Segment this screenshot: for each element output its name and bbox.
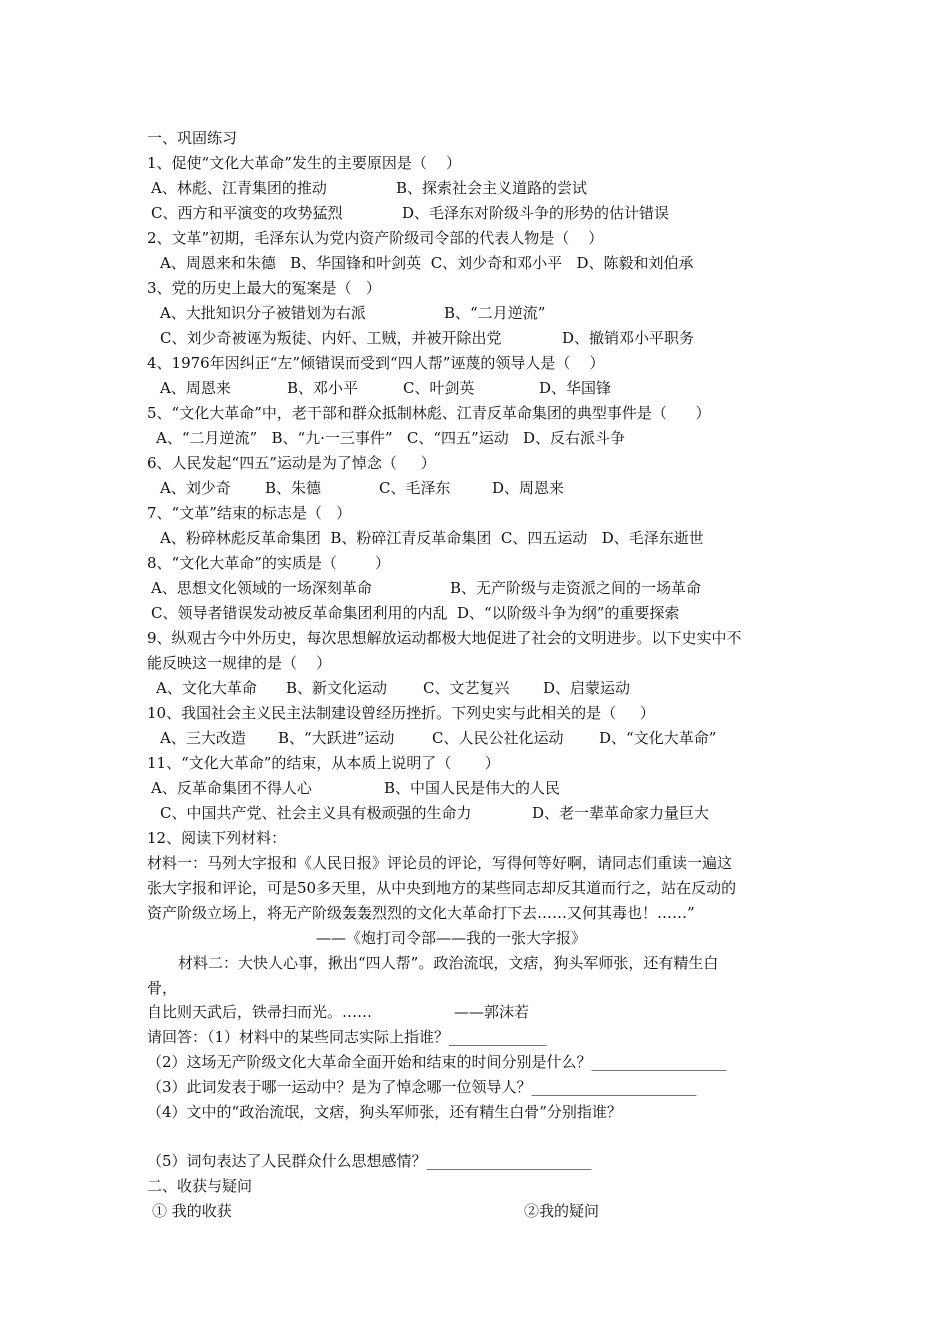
question-9-stem-line-2: 能反映这一规律的是（ ） [147,654,332,672]
question-1-option-b: B、探索社会主义道路的尝试 [396,179,588,197]
question-8-option-b: B、无产阶级与走资派之间的一场革命 [450,579,702,597]
question-4-option-a: A、周恩来 [160,379,231,397]
question-2-stem: 2、文革”初期，毛泽东认为党内资产阶级司令部的代表人物是（ ） [147,229,604,247]
material-1-line-1: 材料一：马列大字报和《人民日报》评论员的评论，写得何等好啊，请同志们重读一遍这 [147,854,733,872]
my-questions-label: ②我的疑问 [524,1202,600,1220]
question-8-stem: 8、“文化大革命”的实质是（ ） [147,554,391,572]
question-6-option-b: B、朱德 [265,479,322,497]
sub-question-3: （3）此词发表于哪一运动中？是为了悼念哪一位领导人？______________________ [147,1078,697,1096]
question-3-stem: 3、党的历史上最大的冤案是（ ） [147,279,381,297]
question-9-option-a: A、文化大革命 [156,679,257,697]
question-10-option-c: C、人民公社化运动 [432,729,564,747]
question-4-option-c: C、叶剑英 [403,379,475,397]
question-4-stem: 4、1976年因纠正“左”倾错误而受到“四人帮”诬蔑的领导人是（ ） [147,354,605,372]
question-10-option-b: B、“大跃进”运动 [278,729,395,747]
question-9-option-c: C、文艺复兴 [423,679,510,697]
material-1-source: ——《炮打司令部——我的一张大字报》 [316,929,587,947]
question-12-stem: 12、阅读下列材料： [147,829,287,847]
question-10-stem: 10、我国社会主义民主法制建设曾经历挫折。下列史实与此相关的是（ ） [147,704,655,722]
question-8-option-a: A、思想文化领域的一场深刻革命 [151,579,372,597]
question-9-option-b: B、新文化运动 [286,679,388,697]
material-1-line-3: 资产阶级立场上，将无产阶级轰轰烈烈的文化大革命打下去……又何其毒也！……” [147,904,695,922]
section-title-practice: 一、巩固练习 [147,129,238,147]
question-9-stem-line-1: 9、纵观古今中外历史，每次思想解放运动都极大地促进了社会的文明进步。以下史实中不 [147,629,742,647]
question-1-option-c: C、西方和平演变的攻势猛烈 [151,204,343,222]
question-6-option-c: C、毛泽东 [379,479,451,497]
sub-question-4: （4）文中的“政治流氓，文痞，狗头军师张，还有精生白骨”分别指谁？ [147,1103,622,1121]
question-11-option-a: A、反革命集团不得人心 [151,779,312,797]
question-10-option-a: A、三大改造 [160,729,246,747]
question-11-option-d: D、老一辈革命家力量巨大 [532,804,710,822]
question-8-options-cd: C、领导者错误发动被反革命集团利用的内乱 D、“以阶级斗争为纲”的重要探索 [151,604,680,622]
question-11-option-c: C、中国共产党、社会主义具有极顽强的生命力 [160,804,472,822]
question-5-options: A、“二月逆流” B、“九·一三事件” C、“四五”运动 D、反右派斗争 [156,429,626,447]
my-gains-label: ① 我的收获 [152,1202,232,1220]
question-1-option-d: D、毛泽东对阶级斗争的形势的估计错误 [402,204,670,222]
question-7-options: A、粉碎林彪反革命集团 B、粉碎江青反革命集团 C、四五运动 D、毛泽东逝世 [160,529,704,547]
question-6-stem: 6、人民发起“四五”运动是为了悼念（ ） [147,454,436,472]
question-3-option-d: D、撤销邓小平职务 [562,329,695,347]
question-10-option-d: D、“文化大革命” [599,729,717,747]
question-2-options: A、周恩来和朱德 B、华国锋和叶剑英 C、刘少奇和邓小平 D、陈毅和刘伯承 [160,254,694,272]
sub-question-2: （2）这场无产阶级文化大革命全面开始和结束的时间分别是什么？__________________ [147,1053,727,1071]
question-1-option-a: A、林彪、江青集团的推动 [151,179,327,197]
material-1-line-2: 张大字报和评论，可是50多天里，从中央到地方的某些同志却反其道而行之，站在反动的 [147,879,737,897]
sub-question-1: 请回答：（1）材料中的某些同志实际上指谁？_____________ [147,1028,547,1046]
material-2-line-3: 自比则天武后，铁帚扫而光。…… [147,1003,373,1021]
question-5-stem: 5、“文化大革命”中，老干部和群众抵制林彪、江青反革命集团的典型事件是（ ） [147,404,711,422]
question-3-option-c: C、刘少奇被诬为叛徒、内奸、工贼，并被开除出党 [160,329,502,347]
material-2-source: ——郭沫若 [454,1003,530,1021]
section-title-reflection: 二、收获与疑问 [147,1177,253,1195]
question-7-stem: 7、“文革”结束的标志是（ ） [147,504,352,522]
question-6-option-a: A、刘少奇 [160,479,231,497]
material-2-line-1: 材料二：大快人心事，揪出“四人帮”。政治流氓，文痞，狗头军师张，还有精生白 [178,954,719,972]
material-2-line-2: 骨， [147,979,178,997]
sub-question-5: （5）词句表达了人民群众什么思想感情？______________________ [147,1152,592,1170]
question-4-option-d: D、华国锋 [539,379,612,397]
question-11-stem: 11、“文化大革命”的结束，从本质上说明了（ ） [147,754,500,772]
question-3-option-b: B、“二月逆流” [444,304,546,322]
question-3-option-a: A、大批知识分子被错划为右派 [160,304,366,322]
question-4-option-b: B、邓小平 [287,379,359,397]
question-9-option-d: D、启蒙运动 [543,679,631,697]
question-6-option-d: D、周恩来 [492,479,565,497]
question-1-stem: 1、促使“文化大革命”发生的主要原因是（ ） [147,154,461,172]
question-11-option-b: B、中国人民是伟大的人民 [384,779,561,797]
